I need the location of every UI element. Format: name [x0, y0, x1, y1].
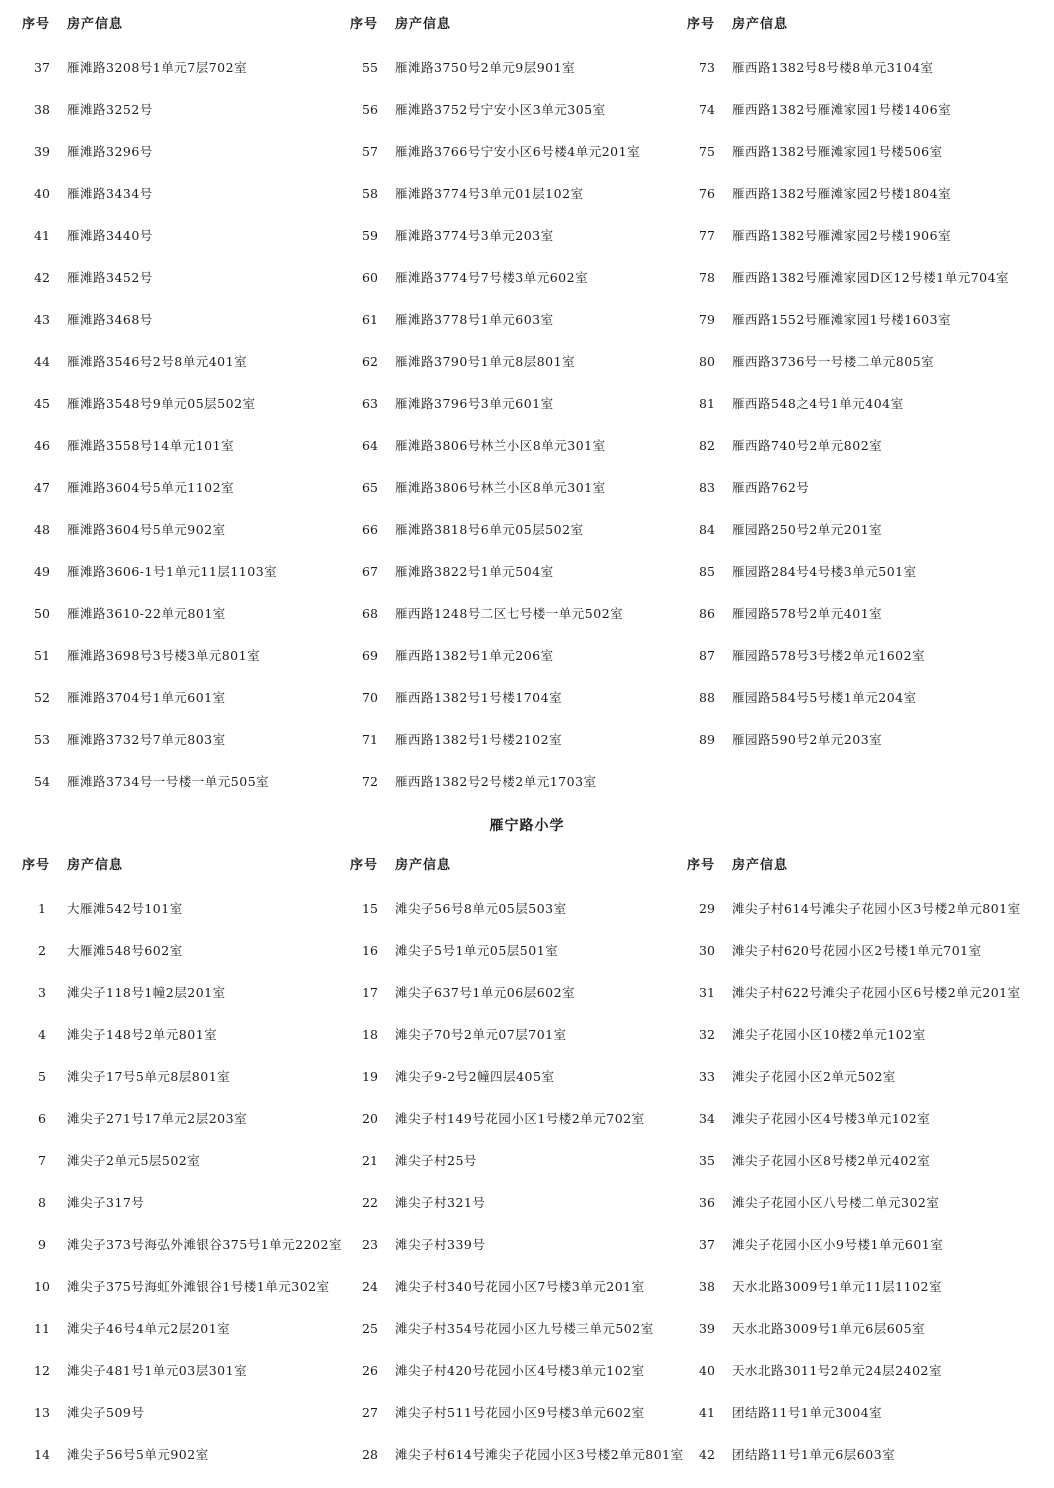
column-header-info: 房产信息 [395, 17, 452, 32]
row-index: 70 [362, 690, 378, 705]
row-index: 41 [34, 228, 50, 243]
property-address: 雁西路1382号雁滩家园2号楼1804室 [732, 186, 952, 201]
property-address: 雁滩路3822号1单元504室 [395, 564, 554, 579]
row-index: 60 [362, 270, 378, 285]
property-address: 雁西路740号2单元802室 [732, 438, 883, 453]
row-index: 12 [34, 1363, 50, 1378]
property-address: 雁滩路3604号5单元1102室 [67, 480, 235, 495]
property-address: 团结路11号1单元3004室 [732, 1405, 883, 1420]
row-index: 37 [699, 1237, 715, 1252]
property-address: 滩尖子56号8单元05层503室 [395, 901, 567, 916]
row-index: 35 [699, 1153, 715, 1168]
section-title: 雁宁路小学 [489, 818, 565, 834]
property-address: 滩尖子村340号花园小区7号楼3单元201室 [395, 1279, 645, 1294]
row-index: 16 [362, 943, 378, 958]
property-address: 滩尖子118号1幢2层201室 [67, 985, 226, 1000]
row-index: 48 [34, 522, 50, 537]
row-index: 64 [362, 438, 378, 453]
property-address: 滩尖子花园小区2单元502室 [732, 1069, 896, 1084]
property-address: 滩尖子148号2单元801室 [67, 1027, 218, 1042]
property-address: 雁西路1382号雁滩家园1号楼1406室 [732, 102, 952, 117]
property-address: 滩尖子花园小区4号楼3单元102室 [732, 1111, 931, 1126]
property-address: 滩尖子花园小区小9号楼1单元601室 [732, 1237, 944, 1252]
column-header-info: 房产信息 [67, 17, 124, 32]
row-index: 52 [34, 690, 50, 705]
column-header-index: 序号 [350, 858, 379, 873]
property-address: 雁园路590号2单元203室 [732, 732, 883, 747]
row-index: 2 [38, 943, 46, 958]
row-index: 80 [699, 354, 715, 369]
row-index: 51 [34, 648, 50, 663]
property-address: 天水北路3009号1单元6层605室 [732, 1321, 926, 1336]
row-index: 38 [34, 102, 50, 117]
property-address: 天水北路3011号2单元24层2402室 [732, 1363, 942, 1378]
property-address: 雁滩路3252号 [67, 102, 153, 117]
row-index: 28 [362, 1447, 378, 1462]
row-index: 65 [362, 480, 378, 495]
row-index: 69 [362, 648, 378, 663]
property-address: 雁滩路3734号一号楼一单元505室 [67, 774, 270, 789]
row-index: 3 [38, 985, 46, 1000]
row-index: 30 [699, 943, 715, 958]
row-index: 63 [362, 396, 378, 411]
row-index: 10 [34, 1279, 50, 1294]
property-address: 雁滩路3440号 [67, 228, 153, 243]
property-address: 雁西路1382号1号楼2102室 [395, 732, 563, 747]
row-index: 72 [362, 774, 378, 789]
property-address: 滩尖子637号1单元06层602室 [395, 985, 576, 1000]
property-address: 滩尖子373号海弘外滩银谷375号1单元2202室 [67, 1237, 342, 1252]
property-address: 雁滩路3774号7号楼3单元602室 [395, 270, 589, 285]
property-address: 滩尖子村614号滩尖子花园小区3号楼2单元801室 [395, 1447, 684, 1462]
row-index: 88 [699, 690, 715, 705]
property-address: 雁滩路3790号1单元8层801室 [395, 354, 576, 369]
property-address: 天水北路3009号1单元11层1102室 [732, 1279, 942, 1294]
property-address: 滩尖子村620号花园小区2号楼1单元701室 [732, 943, 982, 958]
row-index: 42 [699, 1447, 715, 1462]
row-index: 73 [699, 60, 715, 75]
property-address: 滩尖子村420号花园小区4号楼3单元102室 [395, 1363, 645, 1378]
row-index: 31 [699, 985, 715, 1000]
row-index: 46 [34, 438, 50, 453]
property-address: 雁西路1248号二区七号楼一单元502室 [395, 606, 624, 621]
column-header-index: 序号 [687, 858, 716, 873]
property-address: 雁滩路3806号林兰小区8单元301室 [395, 480, 606, 495]
row-index: 39 [34, 144, 50, 159]
row-index: 61 [362, 312, 378, 327]
property-address: 雁滩路3606-1号1单元11层1103室 [67, 564, 278, 579]
row-index: 45 [34, 396, 50, 411]
column-header-info: 房产信息 [732, 858, 789, 873]
property-address: 滩尖子花园小区8号楼2单元402室 [732, 1153, 931, 1168]
row-index: 22 [362, 1195, 378, 1210]
property-address: 滩尖子317号 [67, 1195, 145, 1210]
row-index: 81 [699, 396, 715, 411]
row-index: 74 [699, 102, 715, 117]
row-index: 4 [38, 1027, 46, 1042]
row-index: 59 [362, 228, 378, 243]
row-index: 44 [34, 354, 50, 369]
row-index: 38 [699, 1279, 715, 1294]
row-index: 32 [699, 1027, 715, 1042]
row-index: 83 [699, 480, 715, 495]
property-address: 滩尖子375号海虹外滩银谷1号楼1单元302室 [67, 1279, 330, 1294]
property-address: 滩尖子46号4单元2层201室 [67, 1321, 231, 1336]
property-address: 滩尖子2单元5层502室 [67, 1153, 201, 1168]
row-index: 33 [699, 1069, 715, 1084]
row-index: 5 [38, 1069, 46, 1084]
row-index: 40 [699, 1363, 715, 1378]
row-index: 50 [34, 606, 50, 621]
property-address: 滩尖子花园小区八号楼二单元302室 [732, 1195, 940, 1210]
row-index: 62 [362, 354, 378, 369]
row-index: 37 [34, 60, 50, 75]
property-address: 雁园路584号5号楼1单元204室 [732, 690, 917, 705]
property-address: 雁滩路3796号3单元601室 [395, 396, 554, 411]
property-address: 雁园路250号2单元201室 [732, 522, 883, 537]
property-address: 雁滩路3296号 [67, 144, 153, 159]
column-header-info: 房产信息 [395, 858, 452, 873]
column-header-index: 序号 [350, 17, 379, 32]
row-index: 56 [362, 102, 378, 117]
row-index: 15 [362, 901, 378, 916]
row-index: 18 [362, 1027, 378, 1042]
property-address: 雁滩路3732号7单元803室 [67, 732, 226, 747]
row-index: 55 [362, 60, 378, 75]
property-address: 雁滩路3558号14单元101室 [67, 438, 235, 453]
property-address: 雁西路1382号1单元206室 [395, 648, 554, 663]
row-index: 58 [362, 186, 378, 201]
property-address: 雁滩路3604号5单元902室 [67, 522, 226, 537]
property-address: 雁西路1382号1号楼1704室 [395, 690, 563, 705]
property-address: 雁西路1382号雁滩家园D区12号楼1单元704室 [732, 270, 1010, 285]
property-address: 雁滩路3208号1单元7层702室 [67, 60, 248, 75]
row-index: 24 [362, 1279, 378, 1294]
property-address: 滩尖子村354号花园小区九号楼三单元502室 [395, 1321, 654, 1336]
row-index: 84 [699, 522, 715, 537]
row-index: 19 [362, 1069, 378, 1084]
property-address: 雁滩路3774号3单元203室 [395, 228, 554, 243]
row-index: 82 [699, 438, 715, 453]
row-index: 23 [362, 1237, 378, 1252]
property-address: 雁滩路3752号宁安小区3单元305室 [395, 102, 606, 117]
property-address: 雁滩路3778号1单元603室 [395, 312, 554, 327]
row-index: 39 [699, 1321, 715, 1336]
row-index: 9 [38, 1237, 46, 1252]
property-address: 滩尖子村511号花园小区9号楼3单元602室 [395, 1405, 645, 1420]
property-address: 大雁滩548号602室 [67, 943, 183, 958]
column-header-info: 房产信息 [732, 17, 789, 32]
property-address: 雁滩路3806号林兰小区8单元301室 [395, 438, 606, 453]
row-index: 77 [699, 228, 715, 243]
property-address: 雁滩路3434号 [67, 186, 153, 201]
row-index: 57 [362, 144, 378, 159]
property-address: 雁西路1382号雁滩家园2号楼1906室 [732, 228, 952, 243]
property-address: 雁园路284号4号楼3单元501室 [732, 564, 917, 579]
property-address: 雁滩路3750号2单元9层901室 [395, 60, 576, 75]
row-index: 8 [38, 1195, 46, 1210]
row-index: 21 [362, 1153, 378, 1168]
row-index: 29 [699, 901, 715, 916]
property-address: 雁滩路3818号6单元05层502室 [395, 522, 584, 537]
property-address: 雁园路578号3号楼2单元1602室 [732, 648, 926, 663]
row-index: 47 [34, 480, 50, 495]
row-index: 34 [699, 1111, 715, 1126]
row-index: 6 [38, 1111, 46, 1126]
row-index: 17 [362, 985, 378, 1000]
row-index: 25 [362, 1321, 378, 1336]
property-address: 雁西路1382号2号楼2单元1703室 [395, 774, 597, 789]
property-address: 雁西路762号 [732, 480, 810, 495]
property-address: 雁西路1382号8号楼8单元3104室 [732, 60, 934, 75]
property-address: 雁滩路3698号3号楼3单元801室 [67, 648, 261, 663]
property-address: 雁滩路3704号1单元601室 [67, 690, 226, 705]
row-index: 76 [699, 186, 715, 201]
row-index: 41 [699, 1405, 715, 1420]
row-index: 85 [699, 564, 715, 579]
property-address: 滩尖子村622号滩尖子花园小区6号楼2单元201室 [732, 985, 1021, 1000]
row-index: 26 [362, 1363, 378, 1378]
property-address: 滩尖子17号5单元8层801室 [67, 1069, 231, 1084]
column-header-index: 序号 [22, 858, 51, 873]
row-index: 86 [699, 606, 715, 621]
row-index: 49 [34, 564, 50, 579]
row-index: 14 [34, 1447, 50, 1462]
row-index: 89 [699, 732, 715, 747]
row-index: 78 [699, 270, 715, 285]
row-index: 27 [362, 1405, 378, 1420]
row-index: 36 [699, 1195, 715, 1210]
property-address: 雁滩路3766号宁安小区6号楼4单元201室 [395, 144, 641, 159]
row-index: 66 [362, 522, 378, 537]
property-address: 大雁滩542号101室 [67, 901, 183, 916]
property-address: 雁西路3736号一号楼二单元805室 [732, 354, 935, 369]
property-address: 滩尖子村614号滩尖子花园小区3号楼2单元801室 [732, 901, 1021, 916]
column-header-index: 序号 [687, 17, 716, 32]
row-index: 68 [362, 606, 378, 621]
property-address: 滩尖子509号 [67, 1405, 145, 1420]
row-index: 7 [38, 1153, 46, 1168]
property-address: 滩尖子56号5单元902室 [67, 1447, 209, 1462]
property-address: 滩尖子花园小区10楼2单元102室 [732, 1027, 926, 1042]
property-address: 雁滩路3548号9单元05层502室 [67, 396, 256, 411]
property-address: 团结路11号1单元6层603室 [732, 1447, 896, 1462]
row-index: 42 [34, 270, 50, 285]
property-address: 雁西路548之4号1单元404室 [732, 396, 904, 411]
row-index: 20 [362, 1111, 378, 1126]
row-index: 40 [34, 186, 50, 201]
column-header-index: 序号 [22, 17, 51, 32]
row-index: 87 [699, 648, 715, 663]
row-index: 75 [699, 144, 715, 159]
row-index: 1 [38, 901, 46, 916]
property-address: 滩尖子村321号 [395, 1195, 486, 1210]
property-address: 滩尖子村149号花园小区1号楼2单元702室 [395, 1111, 645, 1126]
property-address: 雁园路578号2单元401室 [732, 606, 883, 621]
row-index: 71 [362, 732, 378, 747]
property-address: 雁滩路3610-22单元801室 [67, 606, 226, 621]
property-address: 雁滩路3774号3单元01层102室 [395, 186, 584, 201]
property-address: 滩尖子481号1单元03层301室 [67, 1363, 248, 1378]
row-index: 54 [34, 774, 50, 789]
property-address: 滩尖子村25号 [395, 1153, 477, 1168]
property-address: 雁滩路3468号 [67, 312, 153, 327]
property-address: 滩尖子5号1单元05层501室 [395, 943, 559, 958]
property-address: 雁西路1552号雁滩家园1号楼1603室 [732, 312, 952, 327]
property-address: 滩尖子70号2单元07层701室 [395, 1027, 567, 1042]
row-index: 79 [699, 312, 715, 327]
column-header-info: 房产信息 [67, 858, 124, 873]
property-address: 雁西路1382号雁滩家园1号楼506室 [732, 144, 943, 159]
row-index: 43 [34, 312, 50, 327]
row-index: 13 [34, 1405, 50, 1420]
row-index: 67 [362, 564, 378, 579]
property-address: 滩尖子271号17单元2层203室 [67, 1111, 248, 1126]
row-index: 53 [34, 732, 50, 747]
property-address: 滩尖子9-2号2幢四层405室 [395, 1069, 555, 1084]
property-address: 滩尖子村339号 [395, 1237, 486, 1252]
row-index: 11 [34, 1321, 50, 1336]
property-address: 雁滩路3452号 [67, 270, 153, 285]
property-address: 雁滩路3546号2号8单元401室 [67, 354, 248, 369]
